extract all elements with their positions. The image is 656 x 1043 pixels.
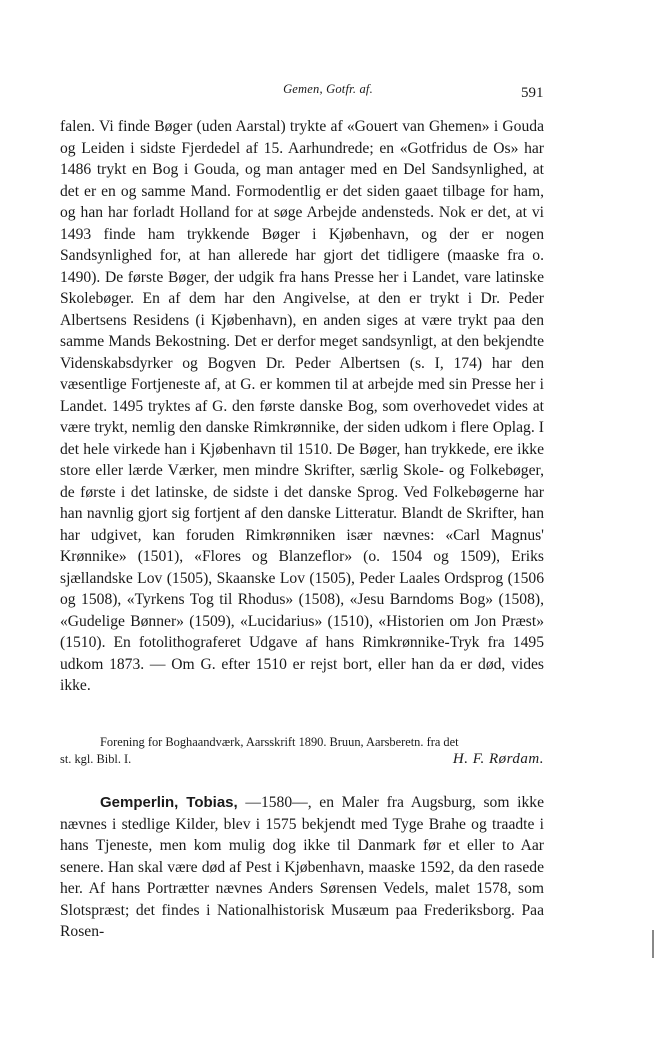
running-title: Gemen, Gotfr. af. — [283, 82, 373, 96]
entry-paragraph — [60, 792, 544, 943]
entry-name: Gemperlin, Tobias, — [100, 794, 238, 811]
entry-text: —1580—, en Maler fra Augsburg, som ikke nævnes i stedlige Kilder, blev i 1575 bekjendt med Tyge Brahe og traadte i hans Tjeneste, men kom mulig dog ikke til Danmark før et eller to Aar senere. Han skal være død af Pest i Kjøbenhavn, maaske 1592, da den rasede her. Af hans Portrætter nævnes Anders Sørensen Vedels, malet 1578, som Slotspræst; det findes i Nationalhistorisk Musæum paa Frederiksborg. Paa Rosen- — [60, 794, 544, 940]
source-line-2-row — [60, 751, 544, 768]
source-line-2: st. kgl. Bibl. I. — [60, 752, 132, 766]
source-line-1: Forening for Boghaandværk, Aarsskrift 1890. Bruun, Aarsberetn. fra det — [100, 735, 459, 749]
scan-edge-mark — [652, 930, 654, 958]
author-signature: H. F. Rørdam. — [452, 751, 544, 767]
sources-block — [60, 734, 544, 768]
entry-gemperlin — [60, 792, 544, 943]
paragraph-text: falen. Vi finde Bøger (uden Aarstal) trykte af «Gouert van Ghemen» i Gouda og Leiden i sidste Fjerdedel af 15. Aarhundrede; en «Gotfridus de Os» har 1486 trykt en Bog i Gouda, og man antager med en Del Sandsynlighed, at det er en og samme Mand. Formodentlig er det siden gaaet tilbage for ham, og han har forladt Holland for at søge Arbejde andensteds. Nok er det, at vi 1493 finde ham trykkende Bøger i Kjøbenhavn, og der er nogen Sandsynlighed for, at han allerede har gjort det tidligere (maaske fra o. 1490). De første Bøger, der udgik fra hans Presse her i Landet, vare latinske Skolebøger. En af dem har den Angivelse, at den er trykt i Dr. Peder Albertsens Residens (i Kjøbenhavn), en anden siges at være trykt paa den samme Mands Bekostning. Det er derfor meget sandsynligt, at den bekjendte Videnskabsdyrker og Bogven Dr. Peder Albertsen (s. I, 174) har den væsentlige Fortjeneste af, at G. er kommen til at arbejde med sin Presse her i Landet. 1495 tryktes af G. den første danske Bog, som overhovedet vides at være trykt, nemlig den danske Rimkrønnike, der siden udkom i flere Oplag. I det hele virkede han i Kjøbenhavn til 1510. De Bøger, han trykkede, ere ikke store eller lærde Værker, men mindre Skrifter, særlig Skole- og Folkebøger, de første i det latinske, de sidste i det danske Sprog. Ved Folkebøgerne har han navnlig gjort sig fortjent af den danske Litteratur. Blandt de Skrifter, han har udgivet, kan foruden Rimkrønniken især nævnes: «Carl Magnus' Krønnike» (1501), «Flores og Blanzeflor» (o. 1504 og 1509), Eriks sjællandske Lov (1505), Skaanske Lov (1505), Peder Laales Ordsprog (1506 og 1508), «Tyrkens Tog til Rhodus» (1508), «Jesu Barndoms Bog» (1508), «Gudelige Bønner» (1509), «Lucidarius» (1510), «Historien om Jon Præst» (1510). En fotolithograferet Udgave af hans Rimkrønnike-Tryk fra 1495 udkom 1873. — Om G. efter 1510 er rejst bort, eller han da er død, vides ikke. — [60, 118, 544, 694]
entry-gemen-continuation — [60, 116, 544, 697]
page-number: 591 — [521, 85, 544, 101]
